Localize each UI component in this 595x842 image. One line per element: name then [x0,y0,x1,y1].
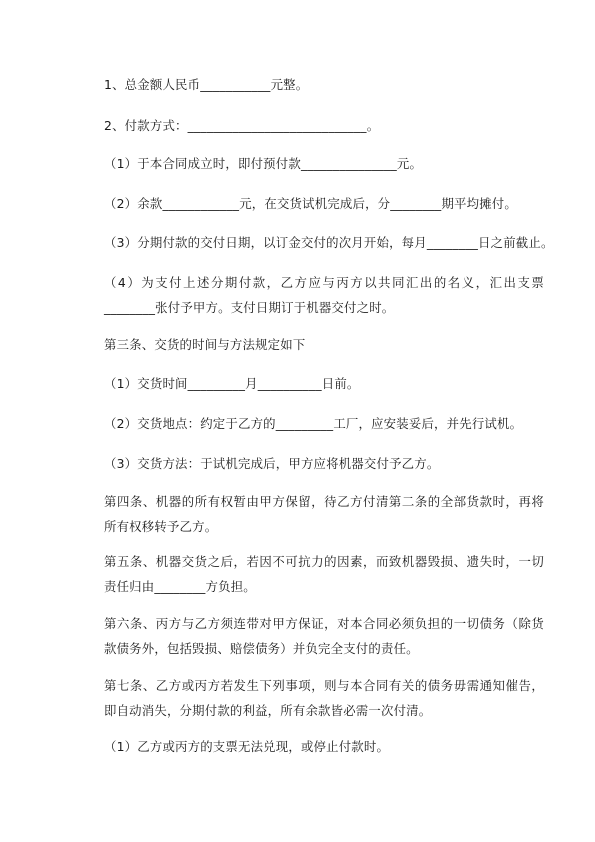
article-4: 第四条、机器的所有权暂由甲方保留，待乙方付清第二条的全部货款时，再将所有权移转予乙方。 [104,494,544,534]
clause-total-amount: 1、总金额人民币___________元整。 [104,77,309,92]
clause-installment-dates: （3）分期付款的交付日期，以订金交付的次月开始，每月________日之前截止。 [104,235,554,250]
clause-delivery-time: （1）交货时间_________月__________日前。 [104,376,360,391]
clause-payment-method: 2、付款方式：____________________________。 [104,118,380,133]
clause-check-dishonored: （1）乙方或丙方的支票无法兑现，或停止付款时。 [104,739,390,754]
clause-remaining-balance: （2）余款____________元，在交货试机完成后，分________期平均摊付。 [104,196,517,211]
clause-checks: （4）为支付上述分期付款，乙方应与丙方以共同汇出的名义，汇出支票________张付予甲方。支付日期订于机器交付之时。 [104,275,544,315]
clause-delivery-method: （3）交货方法：于试机完成后，甲方应将机器交付予乙方。 [104,456,440,471]
article-3-heading: 第三条、交货的时间与方法规定如下 [104,337,306,352]
article-7: 第七条、乙方或丙方若发生下列事项，则与本合同有关的债务毋需通知催告，即自动消失，分期付款的利益，所有余款皆必需一次付清。 [104,678,544,718]
clause-advance-payment: （1）于本合同成立时，即付预付款_______________元。 [104,156,423,171]
article-5: 第五条、机器交货之后，若因不可抗力的因素，而致机器毁损、遗失时，一切责任归由________方负担。 [104,554,544,594]
article-6: 第六条、丙方与乙方须连带对甲方保证，对本合同必须负担的一切债务（除货款债务外，包括毁损、赔偿债务）并负完全支付的责任。 [104,616,544,656]
clause-delivery-place: （2）交货地点：约定于乙方的_________工厂，应安装妥后，并先行试机。 [104,416,523,431]
